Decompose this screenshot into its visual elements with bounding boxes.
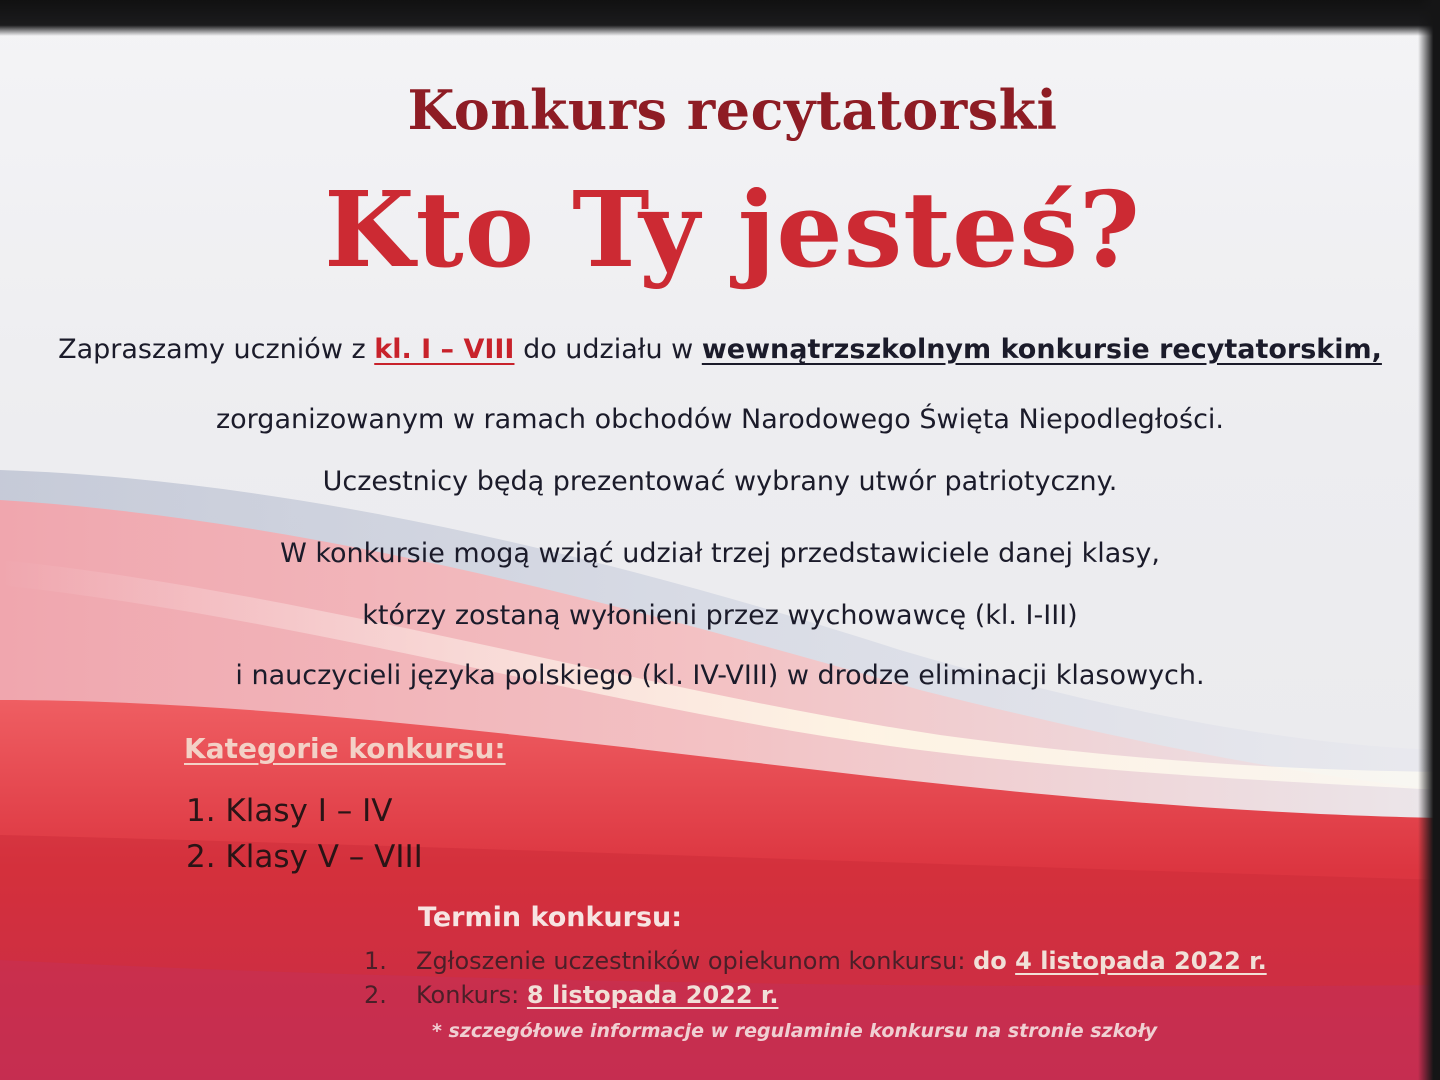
- invitation-text-2: do udziału w: [514, 334, 702, 365]
- registration-text: Zgłoszenie uczestników opiekunom konkursu:: [416, 947, 974, 975]
- schedule-list: [364, 944, 1267, 1012]
- schedule-item-number: 1.: [364, 947, 387, 975]
- invitation-line-3: Uczestnicy będą prezentować wybrany utwór patriotyczny.: [322, 466, 1118, 497]
- invitation-text: Zapraszamy uczniów z: [58, 334, 375, 365]
- invitation-line-5: którzy zostaną wyłonieni przez wychowawcę (kl. I-III): [362, 600, 1078, 631]
- category-item: 1. Klasy I – IV: [186, 793, 393, 829]
- categories-heading: Kategorie konkursu:: [184, 732, 506, 765]
- schedule-heading: Termin konkursu:: [418, 902, 683, 933]
- contest-name: wewnątrzszkolnym konkursie recytatorskim,: [701, 334, 1382, 365]
- poster-title: Kto Ty jesteś?: [324, 168, 1141, 291]
- schedule-item-contest: [364, 978, 1267, 1012]
- category-item: 2. Klasy V – VIII: [186, 839, 423, 875]
- schedule-item-registration: [364, 944, 1267, 978]
- invitation-line-1: [0, 334, 1440, 365]
- monitor-right-bezel: [1418, 0, 1440, 1080]
- invitation-line-2: zorganizowanym w ramach obchodów Narodowego Święta Niepodległości.: [215, 404, 1225, 435]
- poster-subtitle: Konkurs recytatorski: [407, 78, 1058, 142]
- invitation-line-4: W konkursie mogą wziąć udział trzej przedstawiciele danej klasy,: [280, 538, 1160, 569]
- registration-deadline-date: 4 listopada 2022 r.: [1015, 947, 1267, 975]
- monitor-top-bezel: [0, 0, 1440, 36]
- footnote: * szczegółowe informacje w regulaminie konkursu na stronie szkoły: [432, 1020, 1158, 1042]
- contest-label: Konkurs:: [416, 981, 527, 1009]
- schedule-item-number: 2.: [364, 981, 387, 1009]
- contest-date: 8 listopada 2022 r.: [526, 981, 779, 1009]
- categories-list: [186, 788, 423, 880]
- registration-deadline-prefix: do: [973, 947, 1016, 975]
- classes-range: kl. I – VIII: [374, 334, 515, 365]
- invitation-line-6: i nauczycieli języka polskiego (kl. IV-VIII) w drodze eliminacji klasowych.: [235, 660, 1205, 691]
